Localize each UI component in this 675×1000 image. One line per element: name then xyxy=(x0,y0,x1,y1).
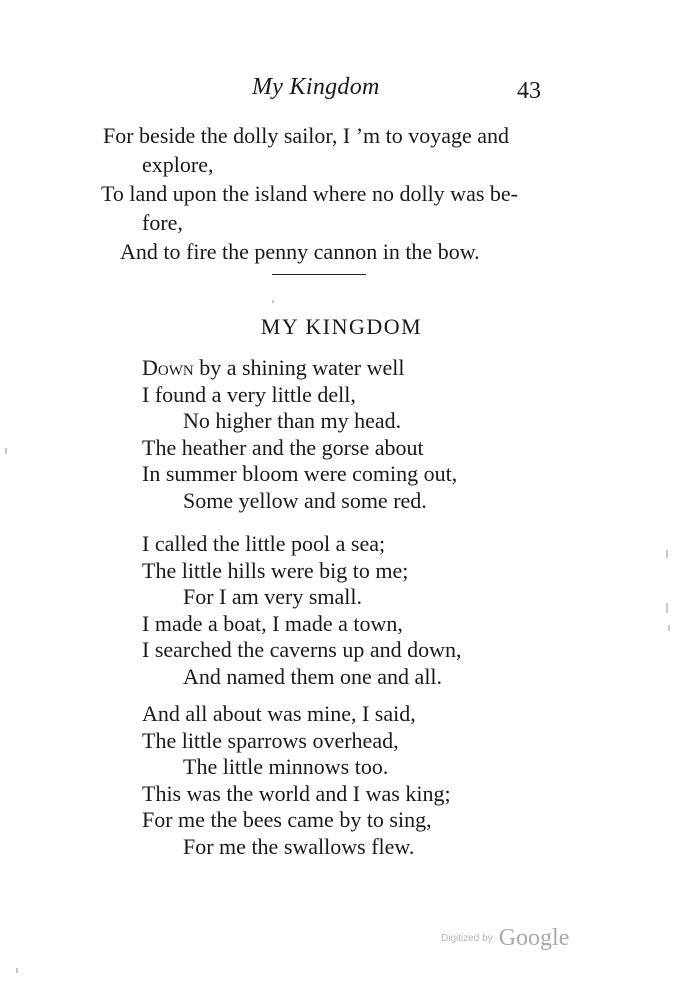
verse-line xyxy=(0,355,675,382)
verse-line: To land upon the island where no dolly was be- xyxy=(101,181,518,206)
scan-speck xyxy=(272,300,274,303)
scan-speck xyxy=(5,448,7,454)
verse-line: For beside the dolly sailor, I ’m to voyage and xyxy=(103,123,510,148)
previous-poem-ending xyxy=(0,121,675,266)
scan-speck xyxy=(668,625,670,631)
scan-speck xyxy=(16,968,18,973)
verse-line: I made a boat, I made a town, xyxy=(142,610,403,636)
stanza-2 xyxy=(0,531,675,690)
digitized-watermark xyxy=(441,925,569,955)
verse-line: And all about was mine, I said, xyxy=(142,701,416,726)
poem-title xyxy=(0,314,675,340)
verse-line-rest: by a shining water well xyxy=(193,355,405,380)
stanza-3 xyxy=(0,701,675,860)
verse-line: I searched the caverns up and down, xyxy=(142,637,462,662)
watermark-prefix: Digitized by xyxy=(441,933,493,944)
verse-line: For me the bees came by to sing, xyxy=(142,807,432,832)
scan-speck xyxy=(666,550,668,558)
verse-line: This was the world and I was king; xyxy=(142,780,451,806)
verse-line: I found a very little dell, xyxy=(142,381,356,407)
verse-line: fore, xyxy=(142,210,183,235)
verse-line: For me the swallows flew. xyxy=(183,833,415,859)
verse-line: And named them one and all. xyxy=(183,663,443,689)
verse-line: The little minnows too. xyxy=(183,754,389,779)
verse-line: The little sparrows overhead, xyxy=(142,727,399,753)
verse-line: In summer bloom were coming out, xyxy=(142,461,458,486)
verse-line: The little hills were big to me; xyxy=(142,557,409,583)
drop-word: Down xyxy=(142,355,194,380)
poem-title-text: MY KINGDOM xyxy=(260,314,423,339)
verse-line: Some yellow and some red. xyxy=(183,487,427,513)
scan-speck xyxy=(666,603,668,613)
watermark-brand-logo: Google xyxy=(498,925,570,951)
verse-line: For I am very small. xyxy=(183,584,363,609)
running-head xyxy=(0,74,675,104)
section-divider xyxy=(272,274,366,275)
verse-line: No higher than my head. xyxy=(183,408,402,433)
verse-line: explore, xyxy=(142,152,214,177)
verse-line: The heather and the gorse about xyxy=(142,434,424,460)
running-title: My Kingdom xyxy=(252,74,380,100)
stanza-1 xyxy=(0,355,675,514)
page-number: 43 xyxy=(517,78,541,104)
verse-line: And to fire the penny cannon in the bow. xyxy=(120,239,480,264)
verse-line: I called the little pool a sea; xyxy=(142,531,386,556)
